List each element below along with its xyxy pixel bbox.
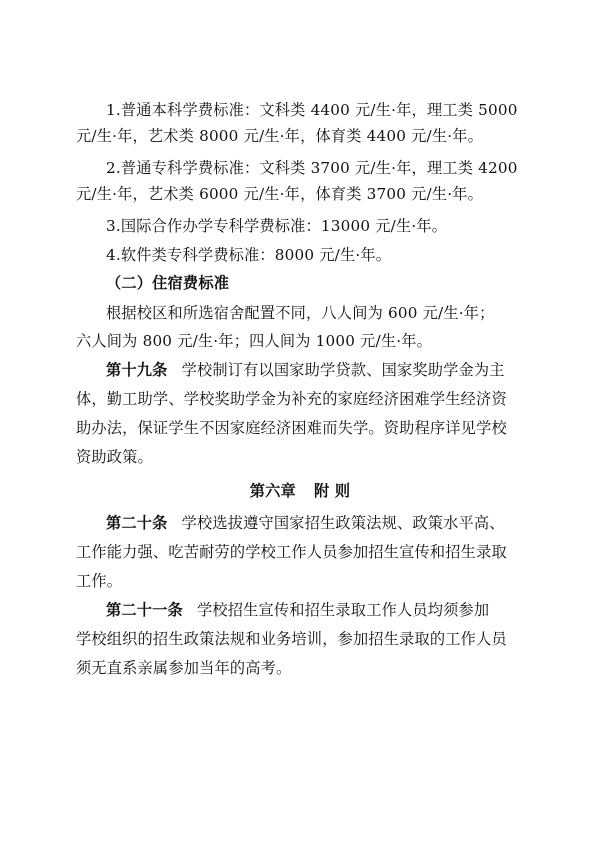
article-20-line-3: 工作。 [76, 572, 123, 590]
article-21-line-1 [106, 600, 524, 620]
chapter-title: 附 则 [313, 482, 351, 500]
article-20-line-2: 工作能力强、吃苦耐劳的学校工作人员参加招生宣传和招生录取 [76, 543, 507, 561]
lodging-heading: （二）住宿费标准 [106, 274, 230, 292]
fee-item-3: 3.国际合作办学专科学费标准：13000 元/生·年。 [106, 217, 448, 235]
article-21-line-2: 学校组织的招生政策法规和业务培训，参加招生录取的工作人员 [76, 630, 507, 648]
article-19-line-2: 体，勤工助学、学校奖助学金为补充的家庭经济困难学生经济资 [76, 390, 507, 408]
fee-item-2-line-1: 2.普通专科学费标准：文科类 3700 元/生·年，理工类 4200 [106, 159, 518, 177]
article-19-line-4: 资助政策。 [76, 448, 153, 466]
article-20-label: 第二十条 [106, 514, 168, 532]
fee-item-1-line-2: 元/生·年，艺术类 8000 元/生·年，体育类 4400 元/生·年。 [76, 127, 484, 145]
fee-item-4: 4.软件类专科学费标准：8000 元/生·年。 [106, 246, 392, 264]
article-21-line-3: 须无直系亲属参加当年的高考。 [76, 659, 292, 677]
article-19-text-1: 学校制订有以国家助学贷款、国家奖助学金为主 [181, 361, 505, 379]
article-20-text-1: 学校选拔遵守国家招生政策法规、政策水平高、 [181, 514, 505, 532]
chapter-number: 第六章 [249, 482, 296, 500]
article-21-label: 第二十一条 [106, 601, 183, 619]
article-21-text-1: 学校招生宣传和招生录取工作人员均须参加 [196, 601, 490, 619]
article-19-line-1 [106, 360, 524, 380]
lodging-line-2: 六人间为 800 元/生·年；四人间为 1000 元/生·年。 [76, 332, 433, 350]
article-19-line-3: 助办法，保证学生不因家庭经济困难而失学。资助程序详见学校 [76, 419, 507, 437]
fee-item-2-line-2: 元/生·年，艺术类 6000 元/生·年，体育类 3700 元/生·年。 [76, 185, 484, 203]
fee-item-1-line-1: 1.普通本科学费标准：文科类 4400 元/生·年，理工类 5000 [106, 101, 518, 119]
article-20-line-1 [106, 513, 524, 533]
chapter-heading [0, 481, 600, 501]
article-19-label: 第十九条 [106, 361, 168, 379]
lodging-line-1: 根据校区和所选宿舍配置不同，八人间为 600 元/生·年； [106, 304, 495, 322]
